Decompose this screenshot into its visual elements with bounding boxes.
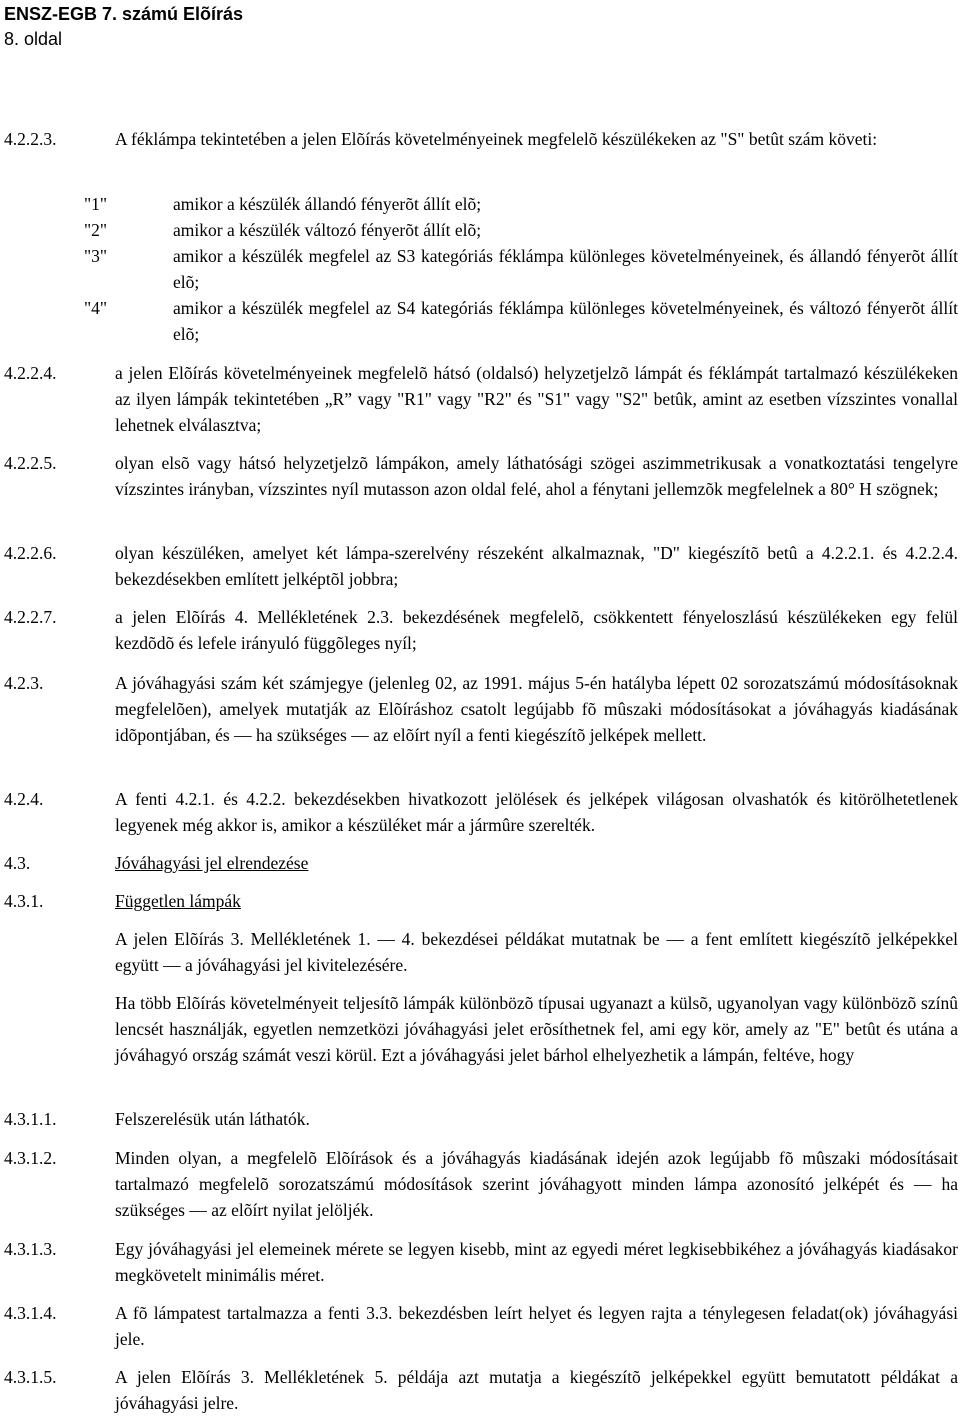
section-text: a jelen Elõírás követelményeinek megfelelõ hátsó (oldalsó) helyzetjelzõ lámpát és féklámpát tartalmazó készülékeken az ilyen lámpák tekintetében „R” vagy "R1" vagy "R2" és "S1" vagy "S2" betûk, amint az esetben vízszintes vonallal lehetnek elválasztva; [115,363,958,435]
section-text: A fenti 4.2.1. és 4.2.2. bekezdésekben hivatkozott jelölések és jelképek világosan olvashatók és kitörölhetetlenek legyenek még akkor is, amikor a készüléket már a jármûre szerelték. [115,789,958,835]
section-text: olyan készüléken, amelyet két lámpa-szerelvény részeként alkalmaznak, "D" kiegészítõ betû a 4.2.2.1. és 4.2.2.4. bekezdésekben említett jelképtõl jobbra; [115,543,958,589]
section-text: Felszerelésük után láthatók. [115,1109,310,1129]
section-4-3-1-4 [4,1300,958,1352]
section-4-2-2-6 [4,540,958,592]
list-item [84,191,958,217]
section-number: 4.3.1.3. [4,1239,57,1259]
list-item-code: "3" [84,246,108,266]
list-item-code: "2" [84,220,108,240]
section-text: A jóváhagyási szám két számjegye (jelenleg 02, az 1991. május 5-én hatályba lépett 02 sorozatszámú módosításoknak megfelelõen), amelyek mutatják az Elõíráshoz csatolt legújabb fõ mûszaki módosításokat a jóváhagyás kiadásának idõpontjában, és — ha szükséges — az elõírt nyíl a fenti kiegészítõ jelképek mellett. [115,673,958,745]
page-number: 8. oldal [4,29,63,49]
section-text: Minden olyan, a megfelelõ Elõírások és a jóváhagyás kiadásának idején azok legújabb fõ mûszaki módosításait tartalmazó megfelelõ sorozatszámú módosítások szerint jóváhagyott minden lámpa azonosító jelképét és — ha szükséges — az elõírt nyilat jelöljék. [115,1148,958,1220]
section-number: 4.3.1.4. [4,1303,57,1323]
list-item [84,295,958,347]
list-item-text: amikor a készülék változó fényerõt állít elõ; [173,220,482,240]
section-heading: Független lámpák [115,891,241,911]
suffix-list [4,191,958,347]
section-text: A fõ lámpatest tartalmazza a fenti 3.3. bekezdésben leírt helyet és legyen rajta a ténylegesen feladat(ok) jóváhagyási jele. [115,1303,958,1349]
section-text: A féklámpa tekintetében a jelen Elõírás követelményeinek megfelelõ készülékeken az "S" betût szám követi: [115,129,878,149]
section-number: 4.3.1.5. [4,1367,57,1387]
section-number: 4.3.1.2. [4,1148,57,1168]
section-number: 4.2.2.3. [4,129,57,149]
document-title: ENSZ-EGB 7. számú Elõírás [4,4,244,24]
section-4-3-1-2 [4,1145,958,1223]
list-item-code: "1" [84,194,108,214]
section-text: A jelen Elõírás 3. Mellékletének 5. példája azt mutatja a kiegészítõ jelképekkel együtt bemutatott példákat a jóváhagyási jelre. [115,1367,958,1413]
section-number: 4.2.4. [4,789,44,809]
section-number: 4.2.2.4. [4,363,57,383]
section-4-3-1-1 [4,1106,958,1132]
section-4-3-1-paragraph-2 [4,990,958,1068]
section-number: 4.2.3. [4,673,44,693]
section-text: a jelen Elõírás 4. Mellékletének 2.3. bekezdésének megfelelõ, csökkentett fényeloszlású készülékeken egy felül kezdõdõ és lefele irányuló függõleges nyíl; [115,607,958,653]
section-number: 4.2.2.7. [4,607,57,627]
page-header [4,2,243,52]
list-item [84,243,958,295]
section-4-3-1 [4,888,958,914]
section-4-2-3 [4,670,958,748]
section-heading: Jóváhagyási jel elrendezése [115,853,309,873]
section-number: 4.3.1. [4,891,44,911]
section-4-2-2-3 [4,126,958,152]
section-number: 4.2.2.5. [4,453,57,473]
section-number: 4.3. [4,853,31,873]
section-4-3-1-3 [4,1236,958,1288]
section-number: 4.2.2.6. [4,543,57,563]
list-item-text: amikor a készülék állandó fényerõt állít elõ; [173,194,482,214]
paragraph: Ha több Elõírás követelményeit teljesítõ lámpák különbözõ típusai ugyanazt a külsõ, ugyanolyan vagy különbözõ színû lencsét használják, egyetlen nemzetközi jóváhagyási jelet erõsíthetnek fel, ami egy kör, amely az "E" betût és utána a jóváhagyó ország számát veszi körül. Ezt a jóváhagyási jelet bárhol elhelyezhetik a lámpán, feltéve, hogy [115,993,958,1065]
paragraph: A jelen Elõírás 3. Mellékletének 1. — 4. bekezdései példákat mutatnak be — a fent említett kiegészítõ jelképekkel együtt — a jóváhagyási jel kivitelezésére. [115,929,958,975]
list-item-text: amikor a készülék megfelel az S3 kategóriás féklámpa különleges követelményeinek, és állandó fényerõt állít elõ; [173,246,958,292]
section-4-3 [4,850,958,876]
section-4-3-1-paragraph-1 [4,926,958,978]
list-item-text: amikor a készülék megfelel az S4 kategóriás féklámpa különleges követelményeinek, és változó fényerõt állít elõ; [173,298,958,344]
section-4-2-4 [4,786,958,838]
section-4-2-2-4 [4,360,958,438]
section-4-3-1-5 [4,1364,958,1416]
section-4-2-2-7 [4,604,958,656]
section-4-2-2-5 [4,450,958,502]
section-text: Egy jóváhagyási jel elemeinek mérete se legyen kisebb, mint az egyedi méret legkisebbikéhez a jóváhagyás kiadásakor megkövetelt minimális méret. [115,1239,958,1285]
section-text: olyan elsõ vagy hátsó helyzetjelzõ lámpákon, amely láthatósági szögei aszimmetrikusak a vonatkoztatási tengelyre vízszintes irányban, vízszintes nyíl mutasson azon oldal felé, ahol a fénytani jellemzõk megfelelnek a 80° H szögnek; [115,453,958,499]
list-item [84,217,958,243]
list-item-code: "4" [84,298,108,318]
section-number: 4.3.1.1. [4,1109,57,1129]
